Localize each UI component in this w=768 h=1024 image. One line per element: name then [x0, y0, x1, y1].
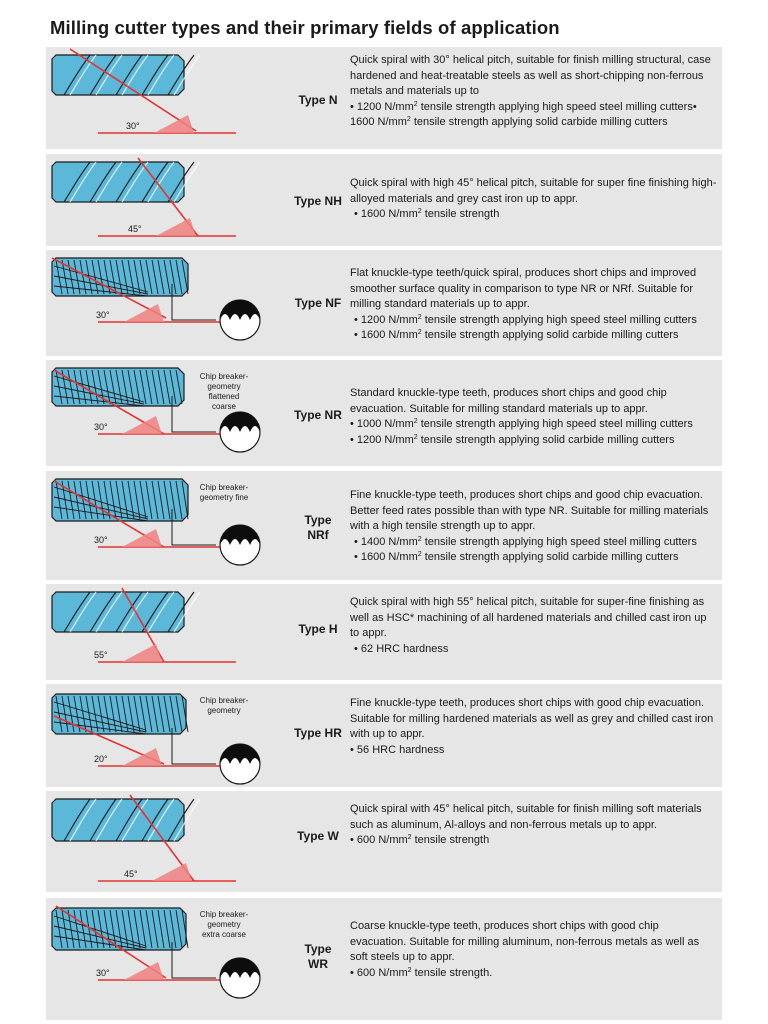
bullet-text: • 600 N/mm — [350, 834, 408, 847]
description-text: Flat knuckle-type teeth/quick spiral, produces short chips and improved smoother surface quality in comparison to type NR or NRf. Suitable for milling standard materials up to appr. — [350, 267, 697, 311]
bullet-text: tensile strength. — [411, 966, 493, 979]
bullet-text: tensile strength applying solid carbide milling cutters — [421, 551, 679, 564]
cutter-row — [46, 898, 722, 1020]
type-description — [350, 266, 718, 344]
bullet-text: tensile strength applying solid carbide milling cutters — [410, 116, 668, 129]
chip-breaker-label: Chip breaker- geometry extra coarse — [199, 910, 249, 939]
angle-wedge — [154, 115, 194, 133]
cutter-body — [52, 479, 188, 521]
bullet-text: tensile strength — [411, 834, 490, 847]
spec-bullet — [350, 550, 718, 566]
cutter-row — [46, 250, 722, 356]
bullet-text: • 62 HRC hardness — [354, 642, 449, 655]
angle-label: 30° — [126, 121, 140, 131]
spec-bullet — [350, 417, 718, 433]
bullet-text: tensile strength applying solid carbide milling cutters — [421, 329, 679, 342]
cutter-row — [46, 154, 722, 246]
spec-bullet — [350, 966, 718, 982]
bullet-text: tensile strength applying high speed steel milling cutters — [417, 418, 693, 431]
cutter-drawing — [52, 49, 236, 133]
cutter-illustration — [46, 584, 278, 680]
cutter-row — [46, 684, 722, 787]
spec-bullet — [350, 433, 718, 449]
type-label: Type NF — [294, 296, 342, 310]
bullet-text: tensile strength applying high speed steel milling cutters — [421, 313, 697, 326]
angle-wedge — [152, 863, 192, 881]
type-description — [350, 176, 718, 223]
cutter-drawing — [52, 258, 260, 340]
bullet-text: tensile strength applying high speed steel milling cutters — [421, 535, 697, 548]
chip-breaker-label: Chip breaker- geometry — [199, 696, 249, 715]
bullet-text: • 1200 N/mm — [350, 433, 414, 446]
type-label: Type N — [298, 93, 338, 107]
angle-label: 30° — [96, 968, 110, 978]
description-text: Fine knuckle-type teeth, produces short chips with good chip evacuation. Suitable for milling hardened materials as well as grey and chilled cast iron with up to appr. — [350, 697, 714, 741]
type-label: Type NH — [294, 194, 342, 208]
superscript: 2 — [413, 433, 418, 441]
type-label: Type H — [298, 622, 338, 636]
type-label: Type NR — [294, 408, 342, 422]
description-text: Quick spiral with high 55° helical pitch, suitable for super-fine finishing as well as HSC* machining of all hardened materials and chilled cast iron up to appr. — [350, 596, 707, 640]
type-label: Type HR — [294, 726, 342, 740]
cutter-row — [46, 791, 722, 892]
cutter-drawing — [52, 795, 236, 881]
superscript: 2 — [417, 551, 422, 559]
angle-label: 30° — [94, 422, 108, 432]
cutter-row — [46, 584, 722, 680]
description-text: Quick spiral with high 45° helical pitch, suitable for super fine finishing high-alloyed materials and grey cast iron up to appr. — [350, 177, 717, 205]
type-description — [350, 488, 718, 566]
type-description — [350, 696, 718, 758]
superscript: 2 — [407, 834, 412, 842]
cutter-illustration — [46, 791, 278, 892]
type-description — [350, 919, 718, 981]
bullet-text: • 56 HRC hardness — [350, 743, 445, 756]
angle-wedge — [122, 748, 162, 766]
angle-wedge — [122, 644, 162, 662]
bullet-text: • 1600 N/mm — [354, 551, 418, 564]
angle-wedge — [156, 218, 196, 236]
type-label: Type NRf — [304, 513, 332, 542]
angle-wedge — [122, 529, 162, 547]
superscript: 2 — [406, 116, 411, 124]
description-text: Coarse knuckle-type teeth, produces short chips with good chip evacuation. Suitable for milling aluminum, non-ferrous metals as well as soft steels up to appr. — [350, 920, 700, 964]
spec-bullet — [350, 535, 718, 551]
bullet-text: tensile strength applying high speed steel milling cutters• 1600 N/mm — [350, 100, 697, 129]
cutter-drawing — [52, 158, 236, 236]
description-text: Quick spiral with 45° helical pitch, suitable for finish milling soft materials such as aluminum, Al-alloys and non-ferrous metals up to appr. — [350, 803, 702, 831]
angle-label: 20° — [94, 754, 108, 764]
type-description — [350, 53, 718, 131]
angle-label: 30° — [94, 535, 108, 545]
spec-bullet — [350, 100, 718, 131]
bullet-text: • 1200 N/mm — [350, 100, 414, 113]
spec-bullet — [350, 328, 718, 344]
bullet-text: • 1400 N/mm — [354, 535, 418, 548]
type-label: Type WR — [304, 942, 332, 971]
cutter-body — [52, 258, 188, 296]
spec-bullet — [350, 313, 718, 329]
superscript: 2 — [407, 966, 412, 974]
cutter-row — [46, 471, 722, 580]
cutter-row — [46, 360, 722, 466]
angle-label: 55° — [94, 650, 108, 660]
cutter-illustration — [46, 47, 278, 149]
superscript: 2 — [417, 208, 422, 216]
bullet-text: • 1200 N/mm — [354, 313, 418, 326]
superscript: 2 — [417, 535, 422, 543]
angle-label: 30° — [96, 310, 110, 320]
angle-label: 45° — [124, 869, 138, 879]
description-text: Quick spiral with 30° helical pitch, suitable for finish milling structural, case hardened and heat-treatable steels as well as short-chipping non-ferrous metals and materials up to — [350, 54, 711, 98]
bullet-text: • 1600 N/mm — [354, 329, 418, 342]
spec-bullet — [350, 743, 718, 759]
bullet-text: • 1000 N/mm — [350, 418, 414, 431]
type-description — [350, 386, 718, 448]
angle-wedge — [124, 962, 164, 980]
description-text: Fine knuckle-type teeth, produces short chips and good chip evacuation. Better feed rates possible than with type NR. Suitable for milling materials with a high tensile strength up to appr. — [350, 489, 709, 533]
cutter-illustration — [46, 154, 278, 246]
bullet-text: tensile strength — [421, 208, 500, 221]
spec-bullet — [350, 642, 718, 658]
type-description — [350, 595, 718, 657]
cutter-illustration — [46, 250, 278, 356]
type-label: Type W — [297, 829, 339, 843]
superscript: 2 — [417, 313, 422, 321]
page-title: Milling cutter types and their primary fields of application — [50, 17, 560, 38]
bullet-text: • 1600 N/mm — [354, 208, 418, 221]
bullet-text: • 600 N/mm — [350, 966, 408, 979]
spec-bullet — [350, 207, 718, 223]
cutter-row — [46, 47, 722, 149]
superscript: 2 — [413, 100, 418, 108]
bullet-text: tensile strength applying solid carbide milling cutters — [417, 433, 675, 446]
cutter-drawing — [52, 588, 236, 662]
angle-label: 45° — [128, 224, 142, 234]
description-text: Standard knuckle-type teeth, produces short chips and good chip evacuation. Suitable for milling standard materials up to appr. — [350, 387, 667, 415]
superscript: 2 — [413, 418, 418, 426]
chip-breaker-label: Chip breaker- geometry flattened coarse — [199, 372, 249, 411]
superscript: 2 — [417, 329, 422, 337]
spec-bullet — [350, 833, 718, 849]
chip-breaker-label: Chip breaker- geometry fine — [199, 483, 249, 502]
type-description — [350, 802, 718, 849]
angle-wedge — [122, 416, 162, 434]
